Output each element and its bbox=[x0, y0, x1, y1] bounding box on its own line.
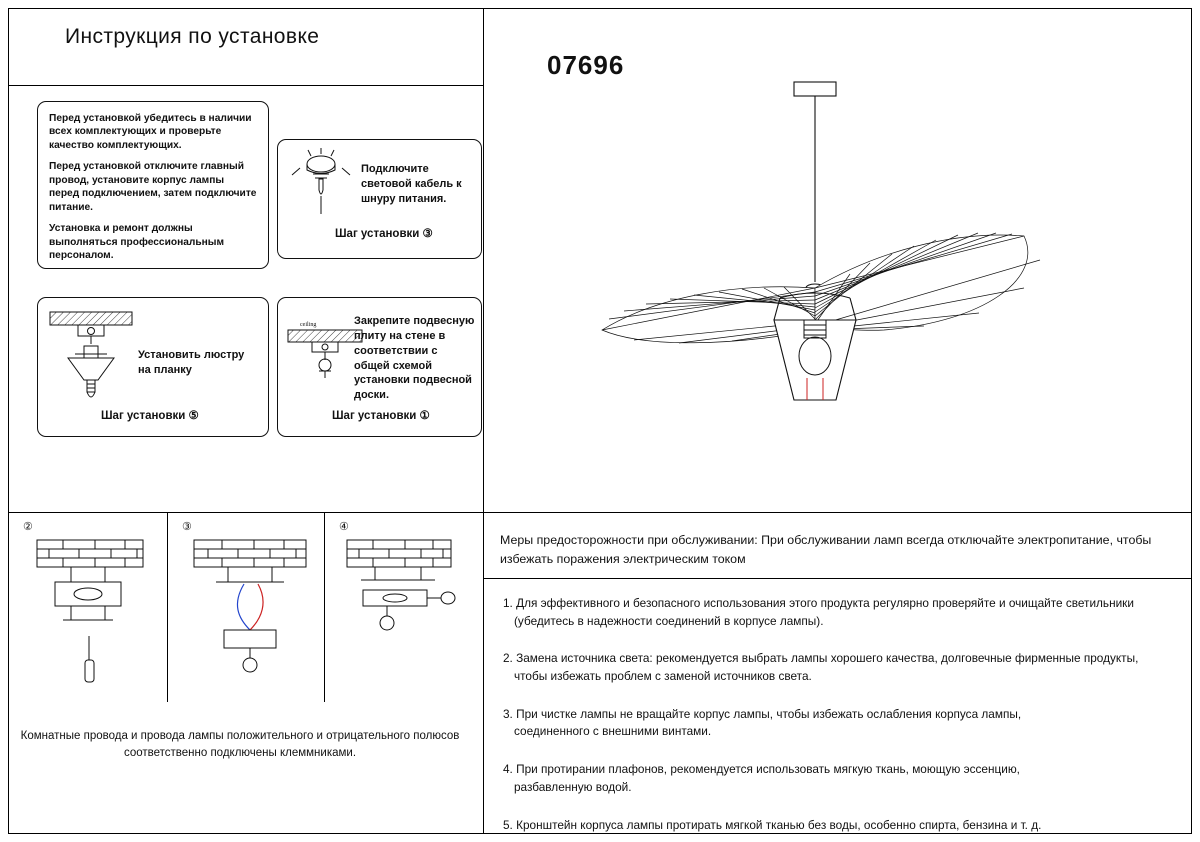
model-number: 07696 bbox=[547, 50, 625, 80]
shade-right-wing bbox=[815, 233, 1040, 330]
page-title: Инструкция по установке bbox=[65, 25, 320, 48]
note-item bbox=[503, 817, 1179, 835]
wall-bracket-screwdriver-icon bbox=[25, 534, 155, 694]
wiring-panel-2-number: ② bbox=[23, 521, 33, 533]
intro-paragraph-2: Перед установкой отключите главный провод, установите корпус лампы перед подключением, затем подключите питание. bbox=[49, 161, 257, 213]
right-divider-lower bbox=[484, 578, 1192, 579]
wiring-panels bbox=[9, 512, 483, 708]
note-4-line-1: 4. При протирании плафонов, рекомендуется использовать мягкую ткань, моющую эссенцию, bbox=[503, 762, 1020, 777]
wiring-panel-4-number: ④ bbox=[339, 521, 349, 533]
note-1-line-1: 1. Для эффективного и безопасного использования этого продукта регулярно проверяйте и очищайте светильники bbox=[503, 596, 1134, 610]
notes-list bbox=[503, 595, 1179, 842]
left-column bbox=[9, 9, 483, 833]
step-bracket-label: Шаг установки ⑤ bbox=[101, 410, 199, 422]
note-3-line-1: 3. При чистке лампы не вращайте корпус лампы, чтобы избежать ослабления корпуса лампы, bbox=[503, 706, 1022, 721]
wiring-panel-2 bbox=[9, 512, 167, 702]
note-2-line-2: чтобы избежать проблем с заменой источников света. bbox=[514, 669, 812, 684]
power-cord-icon bbox=[286, 146, 356, 224]
intro-box bbox=[37, 101, 269, 269]
note-5-line-1: 5. Кронштейн корпуса лампы протирать мягкой тканью без воды, особенно спирта, бензина и т. д. bbox=[503, 817, 1042, 832]
wire-connection-icon bbox=[180, 534, 320, 699]
step-connect-label: Шаг установки ③ bbox=[335, 228, 433, 240]
caution-text: Меры предосторожности при обслуживании: При обслуживании ламп всегда отключайте электропитание, чтобы избежать поражения электрическим током bbox=[500, 533, 1152, 567]
ceiling-bracket-icon bbox=[48, 306, 134, 412]
intro-paragraph-1: Перед установкой убедитесь в наличии всех комплектующих и проверьте качество комплектующих. bbox=[49, 113, 252, 151]
note-2-line-1: 2. Замена источника света: рекомендуется выбрать лампы хорошего качества, долговечные фирменные продукты, bbox=[503, 651, 1139, 666]
note-item bbox=[503, 650, 1179, 685]
plate-ceiling-label: ceiling bbox=[300, 322, 317, 328]
step-plate-label: Шаг установки ① bbox=[332, 410, 430, 422]
wiring-panel-3 bbox=[167, 512, 325, 702]
wiring-caption: Комнатные провода и провода лампы положительного и отрицательного полюсов соответственно подключены клеммниками. bbox=[20, 730, 460, 760]
pendant-lamp-drawing bbox=[484, 30, 1192, 510]
blue-wire bbox=[237, 584, 250, 630]
step-bracket-box bbox=[37, 297, 269, 437]
note-item bbox=[503, 595, 1179, 630]
note-1-line-2: (убедитесь в надежности соединений в корпусе лампы). bbox=[514, 613, 824, 628]
terminal-block-icon bbox=[335, 534, 477, 684]
step-plate-box bbox=[277, 297, 482, 437]
note-item bbox=[503, 706, 1179, 741]
step-bracket-text: Установить люстру на планку bbox=[138, 349, 245, 376]
step-plate-text: Закрепите подвесную плиту на стене в соответствии с общей схемой установки подвесной доски. bbox=[354, 315, 475, 402]
note-item bbox=[503, 761, 1179, 796]
intro-paragraph-3: Установка и ремонт должны выполняться профессиональным персоналом. bbox=[49, 223, 225, 262]
step-connect-box bbox=[277, 139, 482, 259]
red-wire bbox=[250, 584, 263, 630]
step-connect-text: Подключите световой кабель к шнуру питания. bbox=[361, 163, 462, 205]
note-3-line-2: соединенного с внешними винтами. bbox=[514, 724, 712, 739]
wiring-panel-4 bbox=[325, 512, 483, 702]
note-4-line-2: разбавленную водой. bbox=[514, 779, 632, 794]
wiring-panel-3-number: ③ bbox=[182, 521, 192, 533]
right-divider-upper bbox=[484, 512, 1192, 513]
lamp-illustration bbox=[484, 30, 1192, 510]
